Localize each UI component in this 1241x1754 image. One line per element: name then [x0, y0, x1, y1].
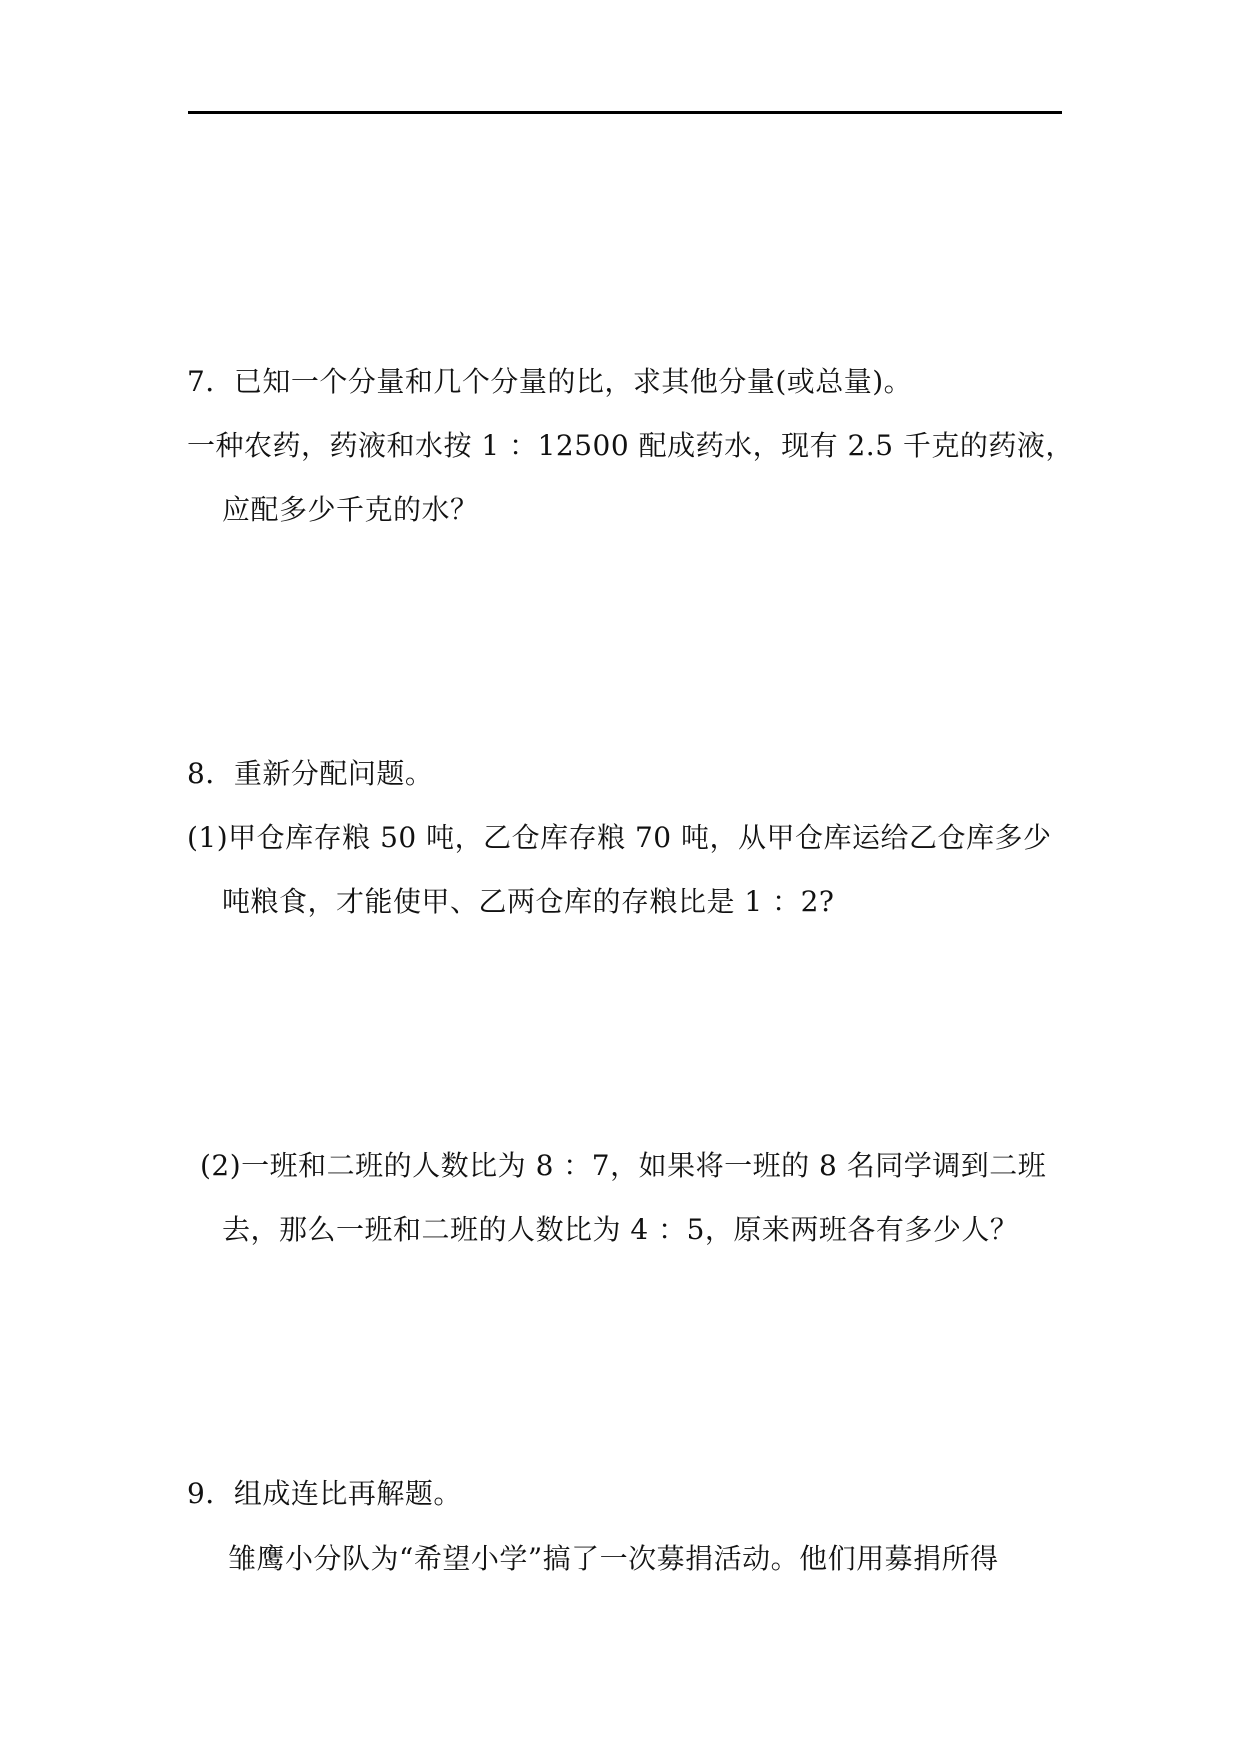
header-rule — [188, 111, 1062, 114]
q8-title: 8．重新分配问题。 — [187, 757, 434, 790]
q7-title: 7．已知一个分量和几个分量的比，求其他分量(或总量)。 — [187, 365, 913, 398]
q8-part2-line2: 去，那么一班和二班的人数比为 4 ：5，原来两班各有多少人？ — [222, 1213, 1019, 1246]
q8-part2-line1: (2)一班和二班的人数比为 8 ：7，如果将一班的 8 名同学调到二班 — [200, 1149, 1047, 1182]
q8-part1-line2: 吨粮食，才能使甲、乙两仓库的存粮比是 1 ：2? — [222, 885, 835, 918]
q7-text-line2: 应配多少千克的水？ — [222, 493, 479, 526]
q7-text-line1: 一种农药，药液和水按 1 ：12500 配成药水，现有 2.5 千克的药液， — [187, 429, 1074, 462]
q8-part1-line1: (1)甲仓库存粮 50 吨，乙仓库存粮 70 吨，从甲仓库运给乙仓库多少 — [187, 821, 1052, 854]
q9-title: 9．组成连比再解题。 — [187, 1477, 462, 1510]
q9-text-line1: 雏鹰小分队为“希望小学”搞了一次募捐活动。他们用募捐所得 — [228, 1542, 999, 1575]
